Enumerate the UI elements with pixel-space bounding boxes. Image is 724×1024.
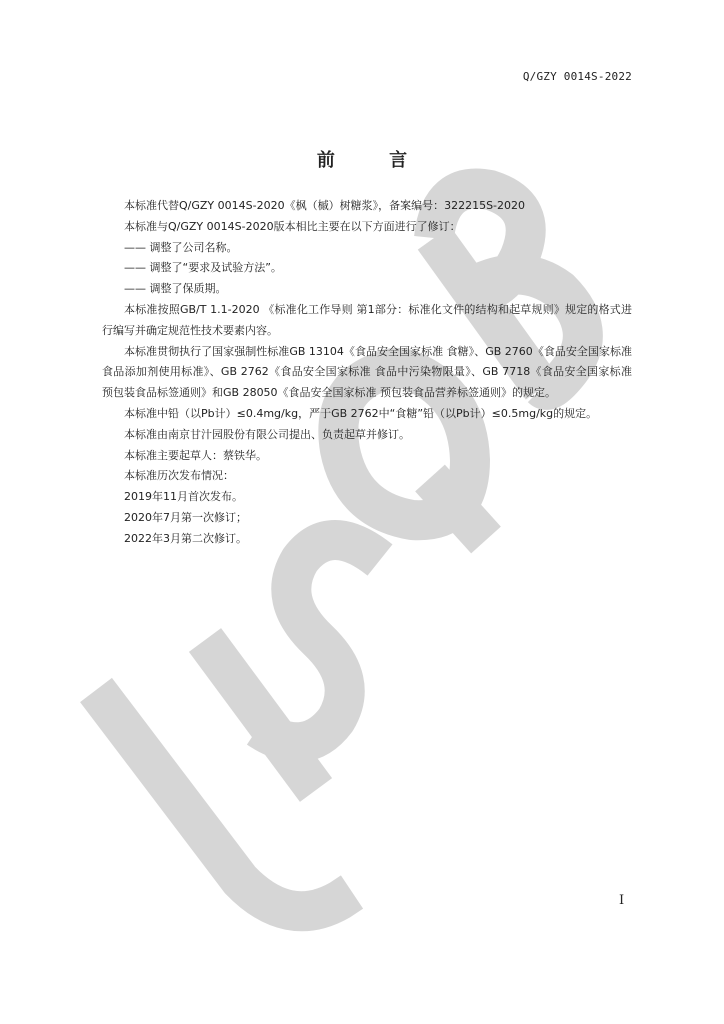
watermark-letter-j-hook [205,640,316,790]
release-history-2019: 2019年11月首次发布。 [124,490,243,504]
paragraph-mandatory-standards: 本标准贯彻执行了国家强制性标准GB 13104《食品安全国家标准 食糖》、GB 2760《食品安全国家标准 食品添加剂使用标准》、GB 2762《食品安全国家标准 食品中污染物限量》、GB 7718《食品安全国家标准 预包装食品标签通则》和GB 28050《食品安全国家标准 预包装食品营养标签通则》的规定。 [102,344,632,400]
paragraph-drafter: 本标准主要起草人：蔡铁华。 [124,448,267,462]
page-title: 前 言 [316,150,432,171]
paragraph-lead-limit: 本标准中铅（以Pb计）≤0.4mg/kg，严于GB 2762中“食糖”铅（以Pb计）≤0.5mg/kg的规定。 [124,406,598,420]
paragraph-drafting-rules: 本标准按照GB/T 1.1-2020 《标准化工作导则 第1部分：标准化文件的结构和起草规则》规定的格式进行编写并确定规范性技术要素内容。 [102,302,632,337]
revision-item-company-name: —— 调整了公司名称。 [124,240,238,254]
foreword-body [102,196,632,550]
paragraph-release-history: 本标准历次发布情况： [124,469,234,483]
paragraph-replacement: 本标准代替Q/GZY 0014S-2020《枫（槭）树糖浆》，备案编号：322215S-2020 [124,199,526,212]
page-number: I [619,893,625,908]
revision-item-shelf-life: —— 调整了保质期。 [124,282,227,296]
paragraph-proposer: 本标准由南京甘汁园股份有限公司提出、负责起草并修订。 [124,427,410,441]
document-code: Q/GZY 0014S-2022 [522,70,632,83]
watermark-letter-j [96,690,352,911]
paragraph-revision-intro: 本标准与Q/GZY 0014S-2020版本相比主要在以下方面进行了修订： [124,219,461,233]
release-history-2022: 2022年3月第二次修订。 [124,531,247,545]
watermark-letter-s [258,540,380,742]
revision-item-requirements: —— 调整了“要求及试验方法”。 [124,261,282,275]
release-history-2020: 2020年7月第一次修订； [124,510,247,524]
